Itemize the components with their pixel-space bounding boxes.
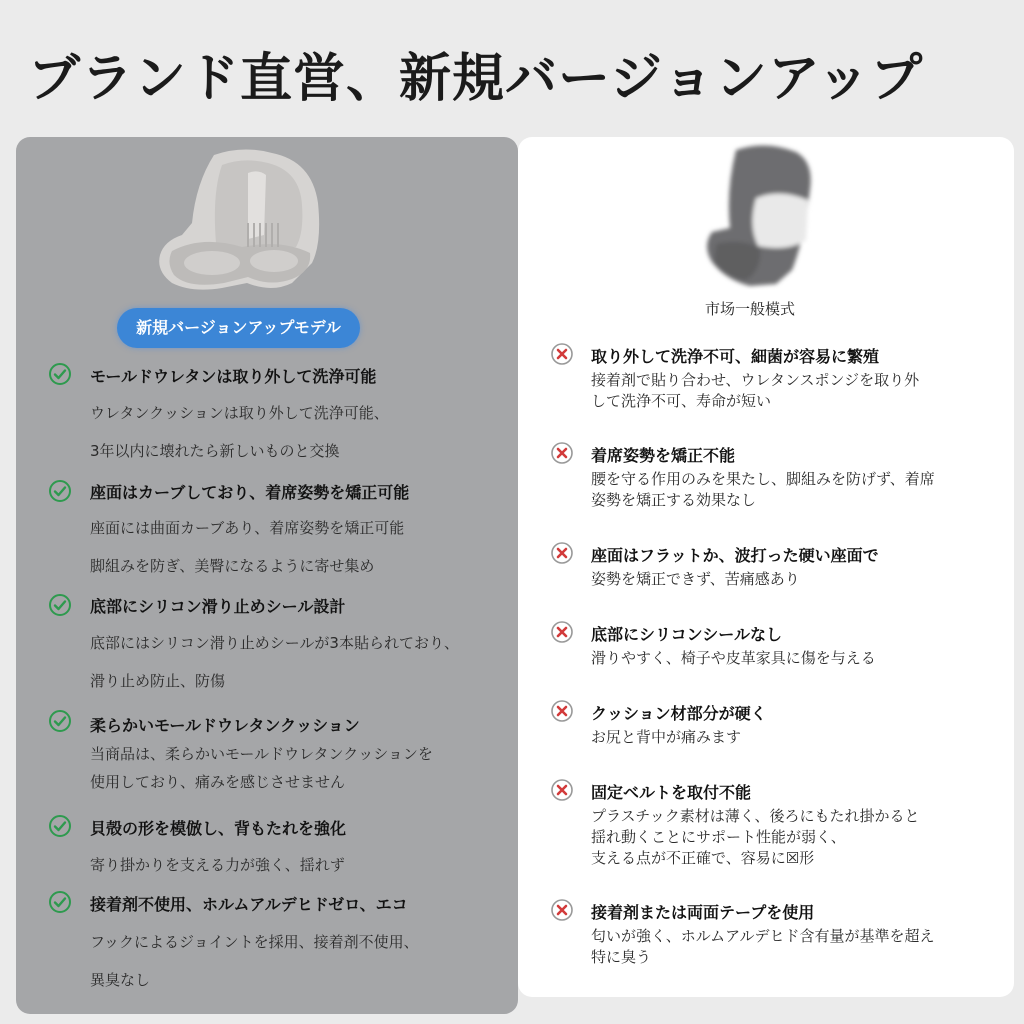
check-circle-icon bbox=[48, 709, 72, 733]
feature-text: 寄り掛かりを支える力が強く、揺れず bbox=[90, 856, 345, 874]
check-circle-icon bbox=[48, 362, 72, 386]
issue-text: 揺れ動くことにサポート性能が弱く、 bbox=[591, 828, 846, 846]
check-circle-icon bbox=[48, 593, 72, 617]
feature-text: 当商品は、柔らかいモールドウレタンクッションを bbox=[90, 745, 433, 763]
issue-title: クッション材部分が硬く bbox=[591, 704, 767, 723]
new-model-chair-image bbox=[152, 143, 327, 293]
x-circle-icon bbox=[550, 620, 574, 644]
issue-title: 着席姿勢を矯正不能 bbox=[591, 446, 736, 465]
generic-model-subtitle: 市场一般模式 bbox=[704, 300, 795, 318]
check-circle-icon bbox=[48, 479, 72, 503]
issue-text: お尻と背中が痛みます bbox=[591, 728, 742, 746]
feature-text: 異臭なし bbox=[90, 971, 151, 989]
headline: ブランド直営、新規バージョンアップ bbox=[28, 49, 924, 109]
issue-title: 固定ベルトを取付不能 bbox=[591, 783, 752, 802]
issue-title: 接着剤または両面テープを使用 bbox=[591, 903, 815, 922]
feature-title: 柔らかいモールドウレタンクッション bbox=[90, 716, 360, 735]
check-circle-icon bbox=[48, 890, 72, 914]
issue-title: 座面はフラットか、波打った硬い座面で bbox=[591, 546, 879, 565]
feature-title: 貝殻の形を模倣し、背もたれを強化 bbox=[90, 819, 347, 838]
issue-text: 支える点が不正確で、容易に☒形 bbox=[591, 849, 815, 867]
issue-text: 腰を守る作用のみを果たし、脚組みを防げず、着席 bbox=[591, 470, 935, 488]
issue-text: 姿勢を矯正する効果なし bbox=[591, 491, 757, 509]
new-model-badge: 新規バージョンアップモデル bbox=[117, 308, 360, 348]
x-circle-icon bbox=[550, 778, 574, 802]
issue-text: 滑りやすく、椅子や皮革家具に傷を与える bbox=[591, 649, 876, 667]
issue-text: プラスチック素材は薄く、後ろにもたれ掛かると bbox=[591, 807, 920, 825]
feature-title: 接着剤不使用、ホルムアルデヒドゼロ、エコ bbox=[90, 895, 408, 914]
issue-title: 取り外して洗浄不可、細菌が容易に繁殖 bbox=[591, 347, 880, 366]
x-circle-icon bbox=[550, 541, 574, 565]
issue-text: 特に臭う bbox=[591, 948, 652, 966]
issue-title: 底部にシリコンシールなし bbox=[591, 625, 782, 644]
feature-text: 座面には曲面カーブあり、着席姿勢を矯正可能 bbox=[90, 519, 405, 537]
check-circle-icon bbox=[48, 814, 72, 838]
generic-model-chair-image bbox=[696, 140, 826, 290]
feature-text: 底部にはシリコン滑り止めシールが3本貼られており、 bbox=[90, 634, 459, 652]
feature-text: フックによるジョイントを採用、接着剤不使用、 bbox=[90, 933, 419, 951]
feature-text: ウレタンクッションは取り外して洗浄可能、 bbox=[90, 404, 389, 422]
feature-text: 3年以内に壊れたら新しいものと交換 bbox=[90, 442, 340, 460]
x-circle-icon bbox=[550, 441, 574, 465]
feature-title: 底部にシリコン滑り止めシール設計 bbox=[90, 597, 346, 616]
feature-text: 使用しており、痛みを感じさせません bbox=[90, 773, 346, 791]
x-circle-icon bbox=[550, 342, 574, 366]
issue-text: 接着剤で貼り合わせ、ウレタンスポンジを取り外 bbox=[591, 371, 920, 389]
feature-text: 脚組みを防ぎ、美臀になるように寄せ集め bbox=[90, 557, 375, 575]
feature-title: 座面はカーブしており、着席姿勢を矯正可能 bbox=[90, 483, 410, 502]
issue-text: 姿勢を矯正できず、苦痛感あり bbox=[591, 570, 800, 588]
x-circle-icon bbox=[550, 898, 574, 922]
issue-text: 匂いが強く、ホルムアルデヒド含有量が基準を超え bbox=[591, 927, 935, 945]
feature-title: モールドウレタンは取り外して洗浄可能 bbox=[90, 367, 377, 386]
issue-text: して洗浄不可、寿命が短い bbox=[591, 392, 772, 410]
feature-text: 滑り止め防止、防傷 bbox=[90, 672, 226, 690]
x-circle-icon bbox=[550, 699, 574, 723]
